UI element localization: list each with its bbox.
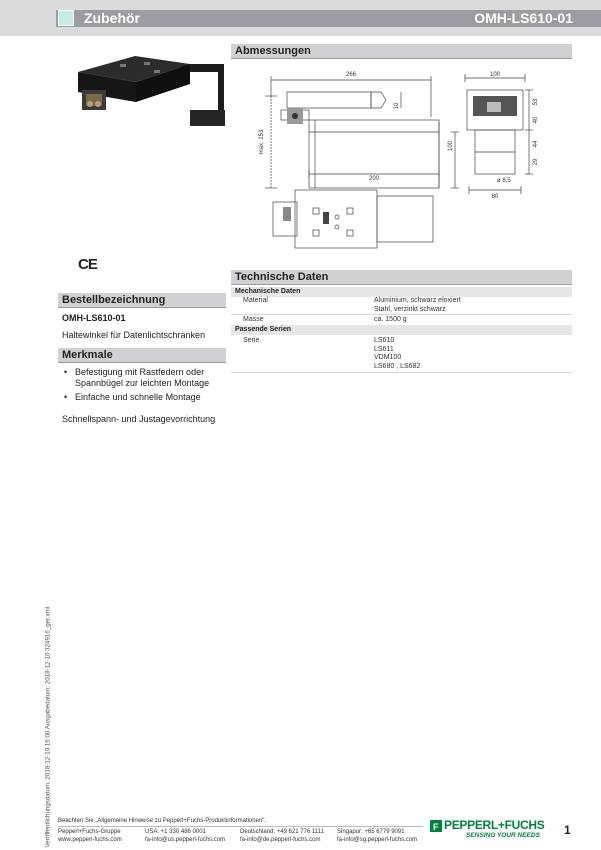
page-header bbox=[0, 0, 601, 36]
dim-29: 29 bbox=[533, 158, 539, 166]
section-dimensions: Abmessungen bbox=[231, 44, 572, 59]
material-value-2: Stahl, verzinkt schwarz bbox=[374, 305, 446, 313]
order-code: OMH-LS610-01 bbox=[62, 313, 126, 323]
footer-de: Deutschland: +49 621 776 1111 bbox=[240, 829, 324, 835]
product-photo bbox=[60, 50, 230, 135]
footer-usa-mail[interactable]: fa-info@us.pepperl-fuchs.com bbox=[145, 837, 226, 843]
dim-85: ø 8,5 bbox=[497, 178, 511, 184]
bullet-icon: • bbox=[64, 392, 68, 402]
brand-name: PEPPERL+FUCHS bbox=[444, 818, 545, 832]
dim-80: 80 bbox=[491, 194, 499, 200]
category-square-icon bbox=[58, 10, 74, 26]
dim-10: 10 bbox=[394, 102, 400, 110]
material-label: Material bbox=[243, 297, 268, 304]
footer-divider bbox=[58, 826, 423, 827]
section-technical: Technische Daten bbox=[231, 270, 572, 285]
bullet-icon: • bbox=[64, 367, 68, 377]
footer-usa: USA: +1 330 486 0001 bbox=[145, 829, 206, 835]
brand-slogan: SENSING YOUR NEEDS bbox=[466, 832, 540, 839]
feature-1-line-1: Befestigung mit Rastfedern oder bbox=[75, 367, 205, 377]
dim-40: 40 bbox=[533, 116, 539, 124]
series-value-4: LS680 , LS682 bbox=[374, 362, 421, 370]
page-number: 1 bbox=[564, 823, 571, 837]
material-value-1: Aluminium, schwarz eloxiert bbox=[374, 297, 461, 304]
feature-2: Einfache und schnelle Montage bbox=[75, 392, 201, 402]
publication-info: Veröffentlichungsdatum: 2018-12-10 16:00 Ausgabedatum: 2018-12-10 324916_ger.xml bbox=[44, 606, 52, 848]
section-order: Bestellbezeichnung bbox=[58, 293, 226, 308]
series-label: Serie bbox=[243, 337, 260, 344]
footer-sg: Singapur: +65 6779 9091 bbox=[337, 829, 405, 835]
dimension-drawing bbox=[231, 62, 576, 262]
series-value-2: LS611 bbox=[374, 345, 394, 353]
dim-266: 266 bbox=[345, 72, 357, 78]
footer-sg-mail[interactable]: fa-info@sg.pepperl-fuchs.com bbox=[337, 837, 418, 843]
mech-data-header: Mechanische Daten bbox=[231, 287, 572, 297]
dim-153: max. 153 bbox=[259, 129, 265, 155]
category-title: Zubehör bbox=[84, 10, 140, 26]
series-value-3: VDM100 bbox=[374, 354, 402, 361]
dim-200: 200 bbox=[368, 176, 380, 182]
dim-53: 53 bbox=[533, 98, 539, 106]
dim-100: 100 bbox=[448, 140, 454, 152]
svg-text:F: F bbox=[433, 822, 439, 832]
ce-mark: CE bbox=[78, 256, 97, 273]
dim-44: 44 bbox=[533, 140, 539, 148]
footer-de-mail[interactable]: fa-info@de.pepperl-fuchs.com bbox=[240, 837, 321, 843]
features-note: Schnellspann- und Justagevorrichtung bbox=[62, 414, 216, 424]
footer-notice: Beachten Sie „Allgemeine Hinweise zu Pepperl+Fuchs-Produktinformationen". bbox=[58, 818, 267, 824]
footer-web-link[interactable]: www.pepperl-fuchs.com bbox=[58, 837, 122, 843]
series-value-1: LS610 bbox=[374, 337, 395, 344]
divider bbox=[231, 372, 572, 373]
feature-1-line-2: Spannbügel zur leichten Montage bbox=[75, 378, 210, 388]
dim-front-100: 100 bbox=[489, 72, 501, 78]
order-description: Haltewinkel für Datenlichtschranken bbox=[62, 330, 206, 340]
mass-label: Masse bbox=[243, 316, 264, 323]
series-header: Passende Serien bbox=[231, 325, 572, 335]
section-features: Merkmale bbox=[58, 348, 226, 363]
mass-value: ca. 1500 g bbox=[374, 316, 407, 323]
divider bbox=[231, 314, 572, 315]
product-code: OMH-LS610-01 bbox=[474, 10, 573, 26]
footer-group: Pepperl+Fuchs-Gruppe bbox=[58, 829, 121, 835]
